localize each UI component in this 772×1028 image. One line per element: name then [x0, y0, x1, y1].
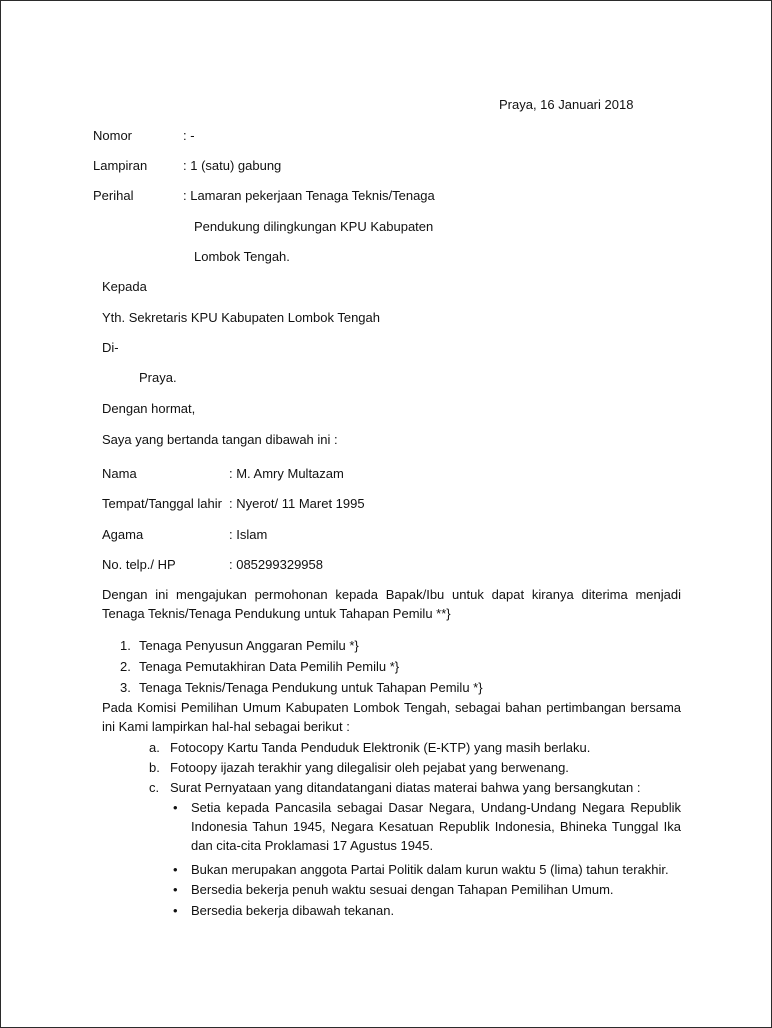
statement-item: Bukan merupakan anggota Partai Politik dalam kurun waktu 5 (lima) tahun terakhir. [191, 862, 669, 877]
position-text: Tenaga Penyusun Anggaran Pemilu *} [139, 638, 359, 653]
position-marker: 3. [120, 680, 131, 695]
perihal-value: : Lamaran pekerjaan Tenaga Teknis/Tenaga [183, 188, 435, 203]
intro-line: Saya yang bertanda tangan dibawah ini : [102, 432, 338, 447]
place-date: Praya, 16 Januari 2018 [499, 97, 634, 112]
perihal-cont-1: Pendukung dilingkungan KPU Kabupaten [194, 219, 434, 234]
statement-item: Bersedia bekerja dibawah tekanan. [191, 903, 395, 918]
statement-item: Setia kepada Pancasila sebagai Dasar Negara, Undang-Undang Negara Republik Indonesia Tahun 1945, Negara Kesatuan Republik Indonesia, Bhineka Tunggal Ika dan cita-cita Proklamasi 17 Agustus 1945. [191, 800, 681, 853]
perihal-label: Perihal [93, 188, 134, 203]
attachment-marker: b. [149, 760, 160, 775]
position-text: Tenaga Pemutakhiran Data Pemilih Pemilu *} [139, 659, 400, 674]
applicant-religion-value: : Islam [229, 527, 268, 542]
statement-item: Bersedia bekerja penuh waktu sesuai dengan Tahapan Pemilihan Umum. [191, 882, 614, 897]
position-marker: 2. [120, 659, 131, 674]
attachment-text: Fotocopy Kartu Tanda Penduduk Elektronik (E-KTP) yang masih berlaku. [170, 740, 591, 755]
position-item [120, 680, 131, 696]
applicant-phone-label: No. telp./ HP [102, 557, 176, 572]
attachment-text: Fotoopy ijazah terakhir yang dilegalisir oleh pejabat yang berwenang. [170, 760, 569, 775]
bullet-icon: • [173, 800, 178, 815]
attachment-marker: a. [149, 740, 160, 755]
attachment-text: Surat Pernyataan yang ditandatangani diatas materai bahwa yang bersangkutan : [170, 780, 641, 795]
nomor-label: Nomor [93, 128, 133, 143]
bullet-icon: • [173, 882, 178, 897]
bullet-icon: • [173, 862, 178, 877]
applicant-name-label: Nama [102, 466, 137, 481]
perihal-cont-2: Lombok Tengah. [194, 249, 290, 264]
position-marker: 1. [120, 638, 131, 653]
request-paragraph: Dengan ini mengajukan permohonan kepada Bapak/Ibu untuk dapat kiranya diterima menjadi Tenaga Teknis/Tenaga Pendukung untuk Tahapan Pemilu **} [102, 587, 681, 621]
greeting: Dengan hormat, [102, 401, 196, 416]
applicant-phone-value: : 085299329958 [229, 557, 323, 572]
lampiran-value: : 1 (satu) gabung [183, 158, 282, 173]
recipient-city: Praya. [139, 370, 177, 385]
bullet-icon: • [173, 903, 178, 918]
recipient-yth: Yth. Sekretaris KPU Kabupaten Lombok Tengah [102, 310, 380, 325]
applicant-birth-label: Tempat/Tanggal lahir [102, 496, 222, 511]
applicant-religion-label: Agama [102, 527, 144, 542]
attach-paragraph: Pada Komisi Pemilihan Umum Kabupaten Lombok Tengah, sebagai bahan pertimbangan bersama ini Kami lampirkan hal-hal sebagai berikut : [102, 700, 681, 734]
position-text: Tenaga Teknis/Tenaga Pendukung untuk Tahapan Pemilu *} [139, 680, 483, 695]
applicant-birth-value: : Nyerot/ 11 Maret 1995 [229, 496, 365, 511]
lampiran-label: Lampiran [93, 158, 148, 173]
position-item [120, 638, 131, 654]
recipient-di: Di- [102, 340, 119, 355]
applicant-name-value: : M. Amry Multazam [229, 466, 344, 481]
nomor-value: : - [183, 128, 195, 143]
attachment-marker: c. [149, 780, 160, 795]
recipient-kepada: Kepada [102, 279, 147, 294]
position-item [120, 659, 131, 675]
